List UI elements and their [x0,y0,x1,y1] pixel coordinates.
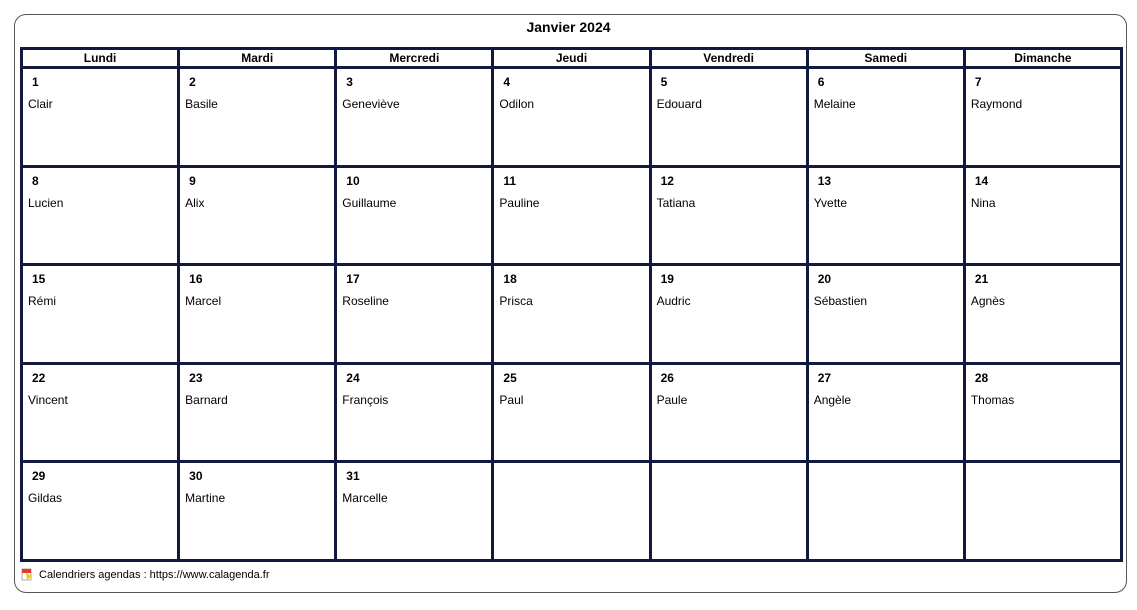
day-number: 22 [32,370,46,385]
empty-day-cell [809,463,963,559]
saint-name: Geneviève [342,97,400,111]
day-cell[interactable] [652,266,806,362]
day-number: 6 [817,75,825,89]
day-number: 3 [346,75,353,89]
day-number: 17 [346,272,360,287]
day-number: 2 [189,75,196,89]
day-cell[interactable] [652,365,806,461]
saint-name: François [342,392,389,407]
day-number: 7 [974,75,982,89]
day-number: 14 [974,173,989,188]
saint-name: Gildas [28,491,63,506]
saint-name: Yvette [813,195,848,210]
day-cell[interactable] [966,266,1120,362]
day-cell[interactable] [494,365,648,461]
weekday-header: Samedi [809,50,963,66]
weekday-header: Mercredi [337,50,491,66]
day-number: 26 [660,370,674,385]
day-number: 20 [817,272,832,287]
day-number: 4 [503,75,511,89]
day-cell[interactable] [23,168,177,264]
day-cell[interactable] [23,463,177,559]
saint-name: Marcel [185,294,222,309]
footer [21,568,270,581]
saint-name: Prisca [499,294,533,309]
day-cell[interactable] [966,168,1120,264]
weekday-header: Lundi [23,50,177,66]
day-cell[interactable] [809,365,963,461]
day-cell[interactable] [809,168,963,264]
saint-name: Clair [28,97,53,111]
saint-name: Barnard [185,392,228,407]
day-number: 29 [32,469,46,484]
day-cell[interactable] [337,168,491,264]
saint-name: Alix [185,195,205,210]
day-cell[interactable] [180,365,334,461]
day-cell[interactable] [494,69,648,165]
saint-name: Basile [185,97,218,111]
day-number: 5 [660,75,668,89]
day-cell[interactable] [494,266,648,362]
saint-name: Lucien [28,195,64,210]
day-cell[interactable] [23,266,177,362]
day-number: 24 [346,370,360,385]
day-number: 23 [189,370,203,385]
saint-name: Raymond [970,97,1023,111]
empty-day-cell [966,463,1120,559]
saint-name: Paul [499,392,524,407]
day-number: 18 [503,272,517,287]
day-cell[interactable] [652,69,806,165]
day-number: 25 [503,370,517,385]
saint-name: Guillaume [342,195,397,210]
weekday-header: Jeudi [494,50,648,66]
calendar-grid [20,47,1123,562]
weekday-header: Vendredi [652,50,806,66]
day-cell[interactable] [809,69,963,165]
day-cell[interactable] [180,266,334,362]
day-cell[interactable] [337,69,491,165]
saint-name: Vincent [28,392,68,407]
weekday-header: Dimanche [966,50,1120,66]
saint-name: Pauline [499,195,540,210]
calendar-title: Janvier 2024 [526,19,611,35]
calendar-logo-icon [21,568,33,581]
day-cell[interactable] [337,266,491,362]
day-cell[interactable] [966,69,1120,165]
day-cell[interactable] [180,463,334,559]
day-cell[interactable] [652,168,806,264]
saint-name: Angèle [813,392,852,407]
saint-name: Sébastien [813,294,868,309]
empty-day-cell [494,463,648,559]
day-cell[interactable] [337,365,491,461]
day-number: 27 [817,370,832,385]
day-cell[interactable] [180,168,334,264]
day-number: 8 [32,173,39,188]
day-cell[interactable] [23,69,177,165]
saint-name: Odilon [499,97,535,111]
footer-link[interactable]: Calendriers agendas : https://www.calagenda.fr [39,568,270,581]
day-number: 9 [189,173,196,188]
saint-name: Rémi [28,294,57,309]
day-number: 30 [189,469,203,484]
day-cell[interactable] [23,365,177,461]
saint-name: Nina [970,195,996,210]
day-number: 28 [974,370,989,385]
saint-name: Agnès [970,294,1005,309]
day-number: 31 [346,469,360,484]
saint-name: Audric [656,294,691,309]
day-number: 21 [974,272,989,287]
day-number: 19 [660,272,674,287]
weekday-header: Mardi [180,50,334,66]
saint-name: Marcelle [342,491,388,506]
saint-name: Melaine [813,97,856,111]
saint-name: Paule [656,392,688,407]
saint-name: Tatiana [656,195,696,210]
day-number: 16 [189,272,203,287]
saint-name: Thomas [970,392,1015,407]
saint-name: Roseline [342,294,389,309]
saint-name: Martine [185,491,226,506]
day-number: 11 [503,173,517,188]
day-cell[interactable] [494,168,648,264]
day-number: 13 [817,173,832,188]
day-cell[interactable] [337,463,491,559]
day-cell[interactable] [809,266,963,362]
empty-day-cell [652,463,806,559]
day-number: 10 [346,173,360,188]
day-number: 15 [32,272,46,287]
day-number: 1 [32,75,39,89]
day-cell[interactable] [966,365,1120,461]
saint-name: Edouard [656,97,702,111]
day-cell[interactable] [180,69,334,165]
day-number: 12 [660,173,674,188]
